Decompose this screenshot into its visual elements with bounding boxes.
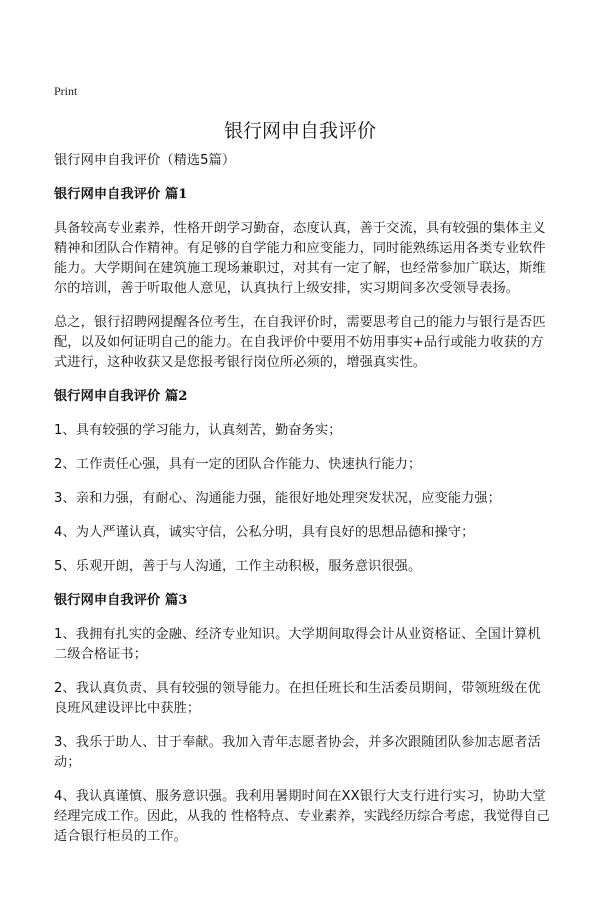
section-heading-3: 银行网申自我评价 篇3 (54, 593, 188, 608)
section-2-item-5: 5、乐观开朗，善于与人沟通，工作主动积极，服务意识很强。 (54, 559, 422, 574)
section-3-item-1: 1、我拥有扎实的金融、经济专业知识。大学期间取得会计从业资格证、全国计算机二级合格证书； (54, 627, 541, 662)
document-body (54, 151, 554, 861)
section-2-item-3: 3、亲和力强，有耐心、沟通能力强，能很好地处理突发状况，应变能力强； (54, 491, 501, 506)
section-3-item-2: 2、我认真负责、具有较强的领导能力。在担任班长和生活委员期间，带领班级在优良班风建设评比中获胜； (54, 681, 541, 716)
section-2-item-2: 2、工作责任心强，具有一定的团队合作能力、快速执行能力； (54, 457, 422, 472)
section-2-item-1: 1、具有较强的学习能力，认真刻苦，勤奋务实； (54, 423, 342, 438)
section-3-item-3: 3、我乐于助人、甘于奉献。我加入青年志愿者协会，并多次跟随团队参加志愿者活动； (54, 735, 541, 770)
section-1-paragraph-2: 总之，银行招聘网提醒各位考生，在自我评价时，需要思考自己的能力与银行是否匹配，以及如何证明自己的能力。在自我评价中要用不妨用事实+品行或能力收获的方式进行，这种收获又是您报考银行岗位所必须的，增强真实性。 (54, 315, 546, 370)
section-3-item-4: 4、我认真谨慎、服务意识强。我利用暑期时间在XX银行大支行进行实习，协助大堂经理完成工作。因此，从我的 性格特点、专业素养，实践经历综合考虑，我觉得自己适合银行柜员的工作。 (54, 789, 550, 844)
document-subtitle: 银行网申自我评价（精选5篇） (54, 153, 236, 168)
section-heading-2: 银行网申自我评价 篇2 (54, 389, 188, 404)
print-label: Print (54, 84, 78, 98)
section-1-paragraph-1: 具备较高专业素养，性格开朗学习勤奋，态度认真，善于交流，具有较强的集体主义精神和团队合作精神。有足够的自学能力和应变能力，同时能熟练运用各类专业软件能力。大学期间在建筑施工现场兼职过，对其有一定了解，也经常参加广联达，斯维尔的培训，善于听取他人意见，认真执行上级安排，实习期间多次受领导表扬。 (54, 221, 546, 296)
page-title: 银行网申自我评价 (223, 120, 376, 142)
section-heading-1: 银行网申自我评价 篇1 (54, 187, 188, 202)
section-2-item-4: 4、为人严谨认真，诚实守信，公私分明，具有良好的思想品德和操守； (54, 525, 475, 540)
